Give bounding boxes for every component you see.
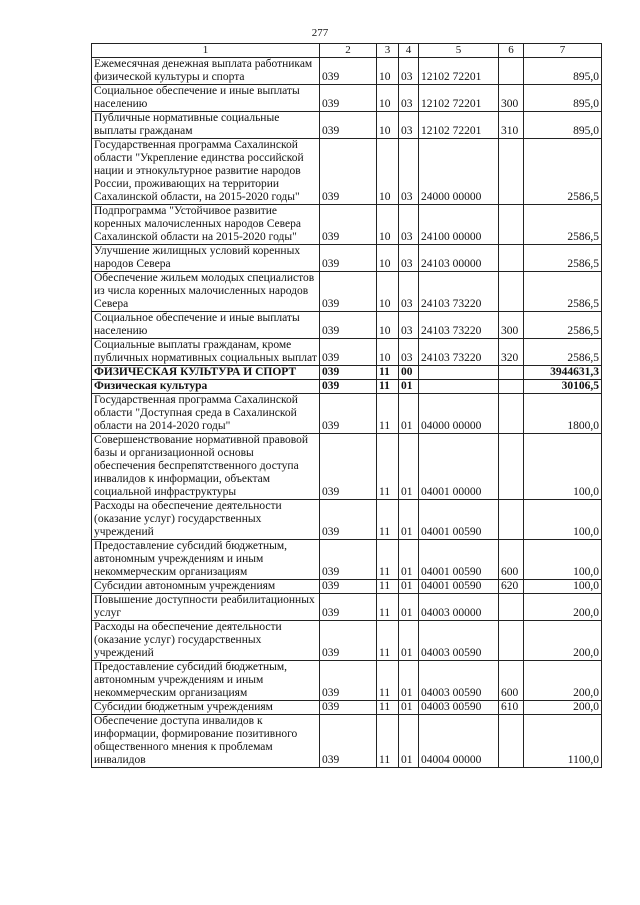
department-code: 039 [320, 434, 377, 500]
amount: 1100,0 [524, 715, 602, 768]
section-code: 11 [377, 621, 399, 661]
amount: 200,0 [524, 594, 602, 621]
subsection-code: 01 [399, 661, 419, 701]
expense-type-code: 620 [499, 580, 524, 594]
department-code: 039 [320, 661, 377, 701]
table-row [92, 394, 602, 434]
section-code: 11 [377, 580, 399, 594]
table-row [92, 580, 602, 594]
amount: 200,0 [524, 701, 602, 715]
line-item-name: Субсидии автономным учреждениям [92, 580, 320, 594]
column-header: 3 [377, 44, 399, 58]
target-article-code: 04004 00000 [419, 715, 499, 768]
column-header: 2 [320, 44, 377, 58]
table-row [92, 715, 602, 768]
table-row [92, 245, 602, 272]
amount: 2586,5 [524, 272, 602, 312]
target-article-code: 04003 00000 [419, 594, 499, 621]
subsection-code: 03 [399, 205, 419, 245]
subsection-code: 01 [399, 434, 419, 500]
line-item-name: Расходы на обеспечение деятельности (оказание услуг) государственных учреждений [92, 500, 320, 540]
table-row [92, 272, 602, 312]
department-code: 039 [320, 394, 377, 434]
expense-type-code [499, 58, 524, 85]
target-article-code: 04001 00590 [419, 580, 499, 594]
subsection-code: 01 [399, 621, 419, 661]
expense-type-code [499, 139, 524, 205]
section-code: 10 [377, 272, 399, 312]
subsection-code: 01 [399, 540, 419, 580]
line-item-name: Повышение доступности реабилитационных услуг [92, 594, 320, 621]
amount: 3944631,3 [524, 366, 602, 380]
department-code: 039 [320, 701, 377, 715]
target-article-code: 24100 00000 [419, 205, 499, 245]
section-code: 11 [377, 594, 399, 621]
subsection-code: 03 [399, 245, 419, 272]
target-article-code: 24103 73220 [419, 272, 499, 312]
expense-type-code [499, 594, 524, 621]
column-header: 5 [419, 44, 499, 58]
table-row [92, 594, 602, 621]
amount: 100,0 [524, 434, 602, 500]
subsection-code: 00 [399, 366, 419, 380]
target-article-code: 04003 00590 [419, 621, 499, 661]
amount: 2586,5 [524, 139, 602, 205]
subsection-code: 03 [399, 58, 419, 85]
subsection-code: 03 [399, 312, 419, 339]
subsection-code: 03 [399, 339, 419, 366]
line-item-name: Социальное обеспечение и иные выплаты населению [92, 85, 320, 112]
target-article-code: 12102 72201 [419, 58, 499, 85]
expense-type-code: 600 [499, 540, 524, 580]
line-item-name: Государственная программа Сахалинской области "Укрепление единства российской нации и этнокультурное развитие народов России, проживающих на территории Сахалинской области, на 2015-2020 годы" [92, 139, 320, 205]
department-code: 039 [320, 380, 377, 394]
target-article-code: 04001 00590 [419, 500, 499, 540]
line-item-name: Публичные нормативные социальные выплаты гражданам [92, 112, 320, 139]
department-code: 039 [320, 500, 377, 540]
department-code: 039 [320, 594, 377, 621]
table-row [92, 434, 602, 500]
department-code: 039 [320, 205, 377, 245]
amount: 2586,5 [524, 312, 602, 339]
column-header: 6 [499, 44, 524, 58]
column-number-row [92, 44, 602, 58]
amount: 100,0 [524, 540, 602, 580]
section-code: 10 [377, 85, 399, 112]
column-header: 7 [524, 44, 602, 58]
target-article-code: 04001 00590 [419, 540, 499, 580]
subsection-code: 03 [399, 139, 419, 205]
table-row [92, 312, 602, 339]
section-code: 10 [377, 58, 399, 85]
amount: 895,0 [524, 85, 602, 112]
amount: 100,0 [524, 580, 602, 594]
section-code: 10 [377, 112, 399, 139]
column-header: 4 [399, 44, 419, 58]
subsection-code: 01 [399, 715, 419, 768]
expense-type-code: 600 [499, 661, 524, 701]
department-code: 039 [320, 339, 377, 366]
department-code: 039 [320, 245, 377, 272]
amount: 2586,5 [524, 205, 602, 245]
table-row [92, 58, 602, 85]
section-code: 10 [377, 205, 399, 245]
line-item-name: Ежемесячная денежная выплата работникам физической культуры и спорта [92, 58, 320, 85]
target-article-code: 24103 00000 [419, 245, 499, 272]
department-code: 039 [320, 58, 377, 85]
section-code: 11 [377, 701, 399, 715]
target-article-code: 04000 00000 [419, 394, 499, 434]
subsection-code: 01 [399, 594, 419, 621]
expense-type-code [499, 394, 524, 434]
table-row [92, 621, 602, 661]
target-article-code: 12102 72201 [419, 85, 499, 112]
section-code: 10 [377, 139, 399, 205]
subsection-code: 03 [399, 85, 419, 112]
subsection-code: 01 [399, 701, 419, 715]
expense-type-code: 300 [499, 85, 524, 112]
section-total-row [92, 366, 602, 380]
line-item-name: Государственная программа Сахалинской области "Доступная среда в Сахалинской области на 2014-2020 годы" [92, 394, 320, 434]
department-code: 039 [320, 272, 377, 312]
target-article-code: 12102 72201 [419, 112, 499, 139]
table-body [92, 58, 602, 768]
subsection-code: 01 [399, 500, 419, 540]
expense-type-code: 610 [499, 701, 524, 715]
section-code: 11 [377, 715, 399, 768]
department-code: 039 [320, 540, 377, 580]
expense-type-code [499, 205, 524, 245]
subsection-code: 01 [399, 380, 419, 394]
line-item-name: Обеспечение жильем молодых специалистов из числа коренных малочисленных народов Севера [92, 272, 320, 312]
table-row [92, 205, 602, 245]
target-article-code: 24103 73220 [419, 339, 499, 366]
expense-type-code: 310 [499, 112, 524, 139]
subsection-total-row [92, 380, 602, 394]
department-code: 039 [320, 366, 377, 380]
subsection-code: 03 [399, 272, 419, 312]
page-number: 277 [311, 27, 329, 39]
table-row [92, 139, 602, 205]
column-header: 1 [92, 44, 320, 58]
department-code: 039 [320, 580, 377, 594]
subsection-code: 03 [399, 112, 419, 139]
table-row [92, 661, 602, 701]
table-row [92, 339, 602, 366]
target-article-code: 04003 00590 [419, 701, 499, 715]
section-code: 11 [377, 380, 399, 394]
expense-type-code [499, 434, 524, 500]
department-code: 039 [320, 139, 377, 205]
amount: 200,0 [524, 621, 602, 661]
subsection-name: Физическая культура [92, 380, 320, 394]
expense-type-code [499, 715, 524, 768]
department-code: 039 [320, 715, 377, 768]
line-item-name: Субсидии бюджетным учреждениям [92, 701, 320, 715]
line-item-name: Подпрограмма "Устойчивое развитие коренных малочисленных народов Севера Сахалинской области на 2015-2020 годы" [92, 205, 320, 245]
amount: 895,0 [524, 112, 602, 139]
amount: 200,0 [524, 661, 602, 701]
section-code: 10 [377, 312, 399, 339]
table-row [92, 701, 602, 715]
expense-type-code [499, 272, 524, 312]
section-code: 11 [377, 661, 399, 701]
table-row [92, 85, 602, 112]
table-row [92, 500, 602, 540]
expense-type-code [499, 500, 524, 540]
expense-type-code: 320 [499, 339, 524, 366]
section-code: 10 [377, 245, 399, 272]
subsection-code: 01 [399, 394, 419, 434]
table-row [92, 540, 602, 580]
line-item-name: Социальное обеспечение и иные выплаты населению [92, 312, 320, 339]
line-item-name: Предоставление субсидий бюджетным, автономным учреждениям и иным некоммерческим организациям [92, 661, 320, 701]
expense-type-code [499, 621, 524, 661]
target-article-code [419, 366, 499, 380]
expense-type-code: 300 [499, 312, 524, 339]
amount: 2586,5 [524, 245, 602, 272]
line-item-name: Улучшение жилищных условий коренных народов Севера [92, 245, 320, 272]
section-code: 11 [377, 366, 399, 380]
subsection-code: 01 [399, 580, 419, 594]
line-item-name: Совершенствование нормативной правовой базы и организационной основы обеспечения беспрепятственного доступа инвалидов к информации, объектам социальной инфраструктуры [92, 434, 320, 500]
department-code: 039 [320, 85, 377, 112]
amount: 895,0 [524, 58, 602, 85]
budget-table [91, 43, 602, 768]
expense-type-code [499, 380, 524, 394]
expense-type-code [499, 366, 524, 380]
section-name: ФИЗИЧЕСКАЯ КУЛЬТУРА И СПОРТ [92, 366, 320, 380]
department-code: 039 [320, 621, 377, 661]
amount: 2586,5 [524, 339, 602, 366]
amount: 1800,0 [524, 394, 602, 434]
target-article-code [419, 380, 499, 394]
target-article-code: 24103 73220 [419, 312, 499, 339]
section-code: 11 [377, 500, 399, 540]
line-item-name: Предоставление субсидий бюджетным, автономным учреждениям и иным некоммерческим организациям [92, 540, 320, 580]
expense-type-code [499, 245, 524, 272]
section-code: 11 [377, 540, 399, 580]
target-article-code: 04003 00590 [419, 661, 499, 701]
section-code: 11 [377, 394, 399, 434]
amount: 30106,5 [524, 380, 602, 394]
section-code: 11 [377, 434, 399, 500]
target-article-code: 04001 00000 [419, 434, 499, 500]
line-item-name: Обеспечение доступа инвалидов к информации, формирование позитивного общественного мнения к проблемам инвалидов [92, 715, 320, 768]
target-article-code: 24000 00000 [419, 139, 499, 205]
department-code: 039 [320, 112, 377, 139]
department-code: 039 [320, 312, 377, 339]
table-row [92, 112, 602, 139]
amount: 100,0 [524, 500, 602, 540]
line-item-name: Расходы на обеспечение деятельности (оказание услуг) государственных учреждений [92, 621, 320, 661]
line-item-name: Социальные выплаты гражданам, кроме публичных нормативных социальных выплат [92, 339, 320, 366]
section-code: 10 [377, 339, 399, 366]
